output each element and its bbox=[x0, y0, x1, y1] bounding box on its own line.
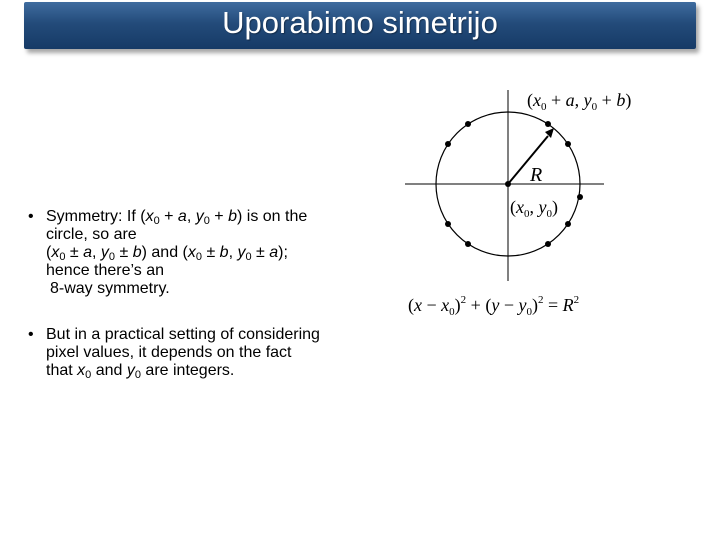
slide-title: Uporabimo simetrijo bbox=[222, 5, 498, 40]
circle-equation: $(x - x_0)^2 + (y - y_0)^2 = R^2$ bbox=[408, 294, 580, 318]
radius-label: R bbox=[530, 164, 543, 186]
bullet-symmetry bbox=[28, 208, 368, 298]
point-label: ($x_0 + a$, $y_0 + b$) bbox=[527, 90, 632, 113]
bullet-line: that $x_0$ and $y_0$ are integers. bbox=[46, 362, 235, 381]
bullet-line: hence there’s an bbox=[46, 262, 165, 279]
bullet-line: But in a practical setting of considering bbox=[46, 326, 320, 343]
symmetry-point-8 bbox=[465, 121, 471, 127]
symmetry-point-2 bbox=[565, 141, 571, 147]
bullet-practical bbox=[28, 326, 368, 380]
symmetry-point-7 bbox=[445, 141, 451, 147]
symmetry-point-1 bbox=[545, 121, 551, 127]
symmetry-point-5 bbox=[465, 241, 471, 247]
bullet-list bbox=[28, 208, 368, 380]
bullet-marker: • bbox=[28, 208, 34, 225]
symmetry-point-9 bbox=[577, 194, 583, 200]
bullet-line: 8-way symmetry. bbox=[50, 280, 170, 297]
bullet-line: pixel values, it depends on the fact bbox=[46, 344, 292, 361]
symmetry-point-6 bbox=[445, 221, 451, 227]
symmetry-point-4 bbox=[545, 241, 551, 247]
symmetry-point-3 bbox=[565, 221, 571, 227]
center-label: ($x_0$, $y_0$) bbox=[510, 197, 558, 220]
center-point bbox=[505, 181, 511, 187]
bullet-line: ($x_0 \pm a$, $y_0 \pm b$) and ($x_0 \pm b$, $y_0 \pm a$); bbox=[46, 244, 288, 263]
bullet-line: Symmetry: If ($x_0 + a$, $y_0 + b$) is on the bbox=[46, 208, 308, 227]
bullet-marker: • bbox=[28, 326, 34, 343]
bullet-line: circle, so are bbox=[46, 226, 137, 243]
